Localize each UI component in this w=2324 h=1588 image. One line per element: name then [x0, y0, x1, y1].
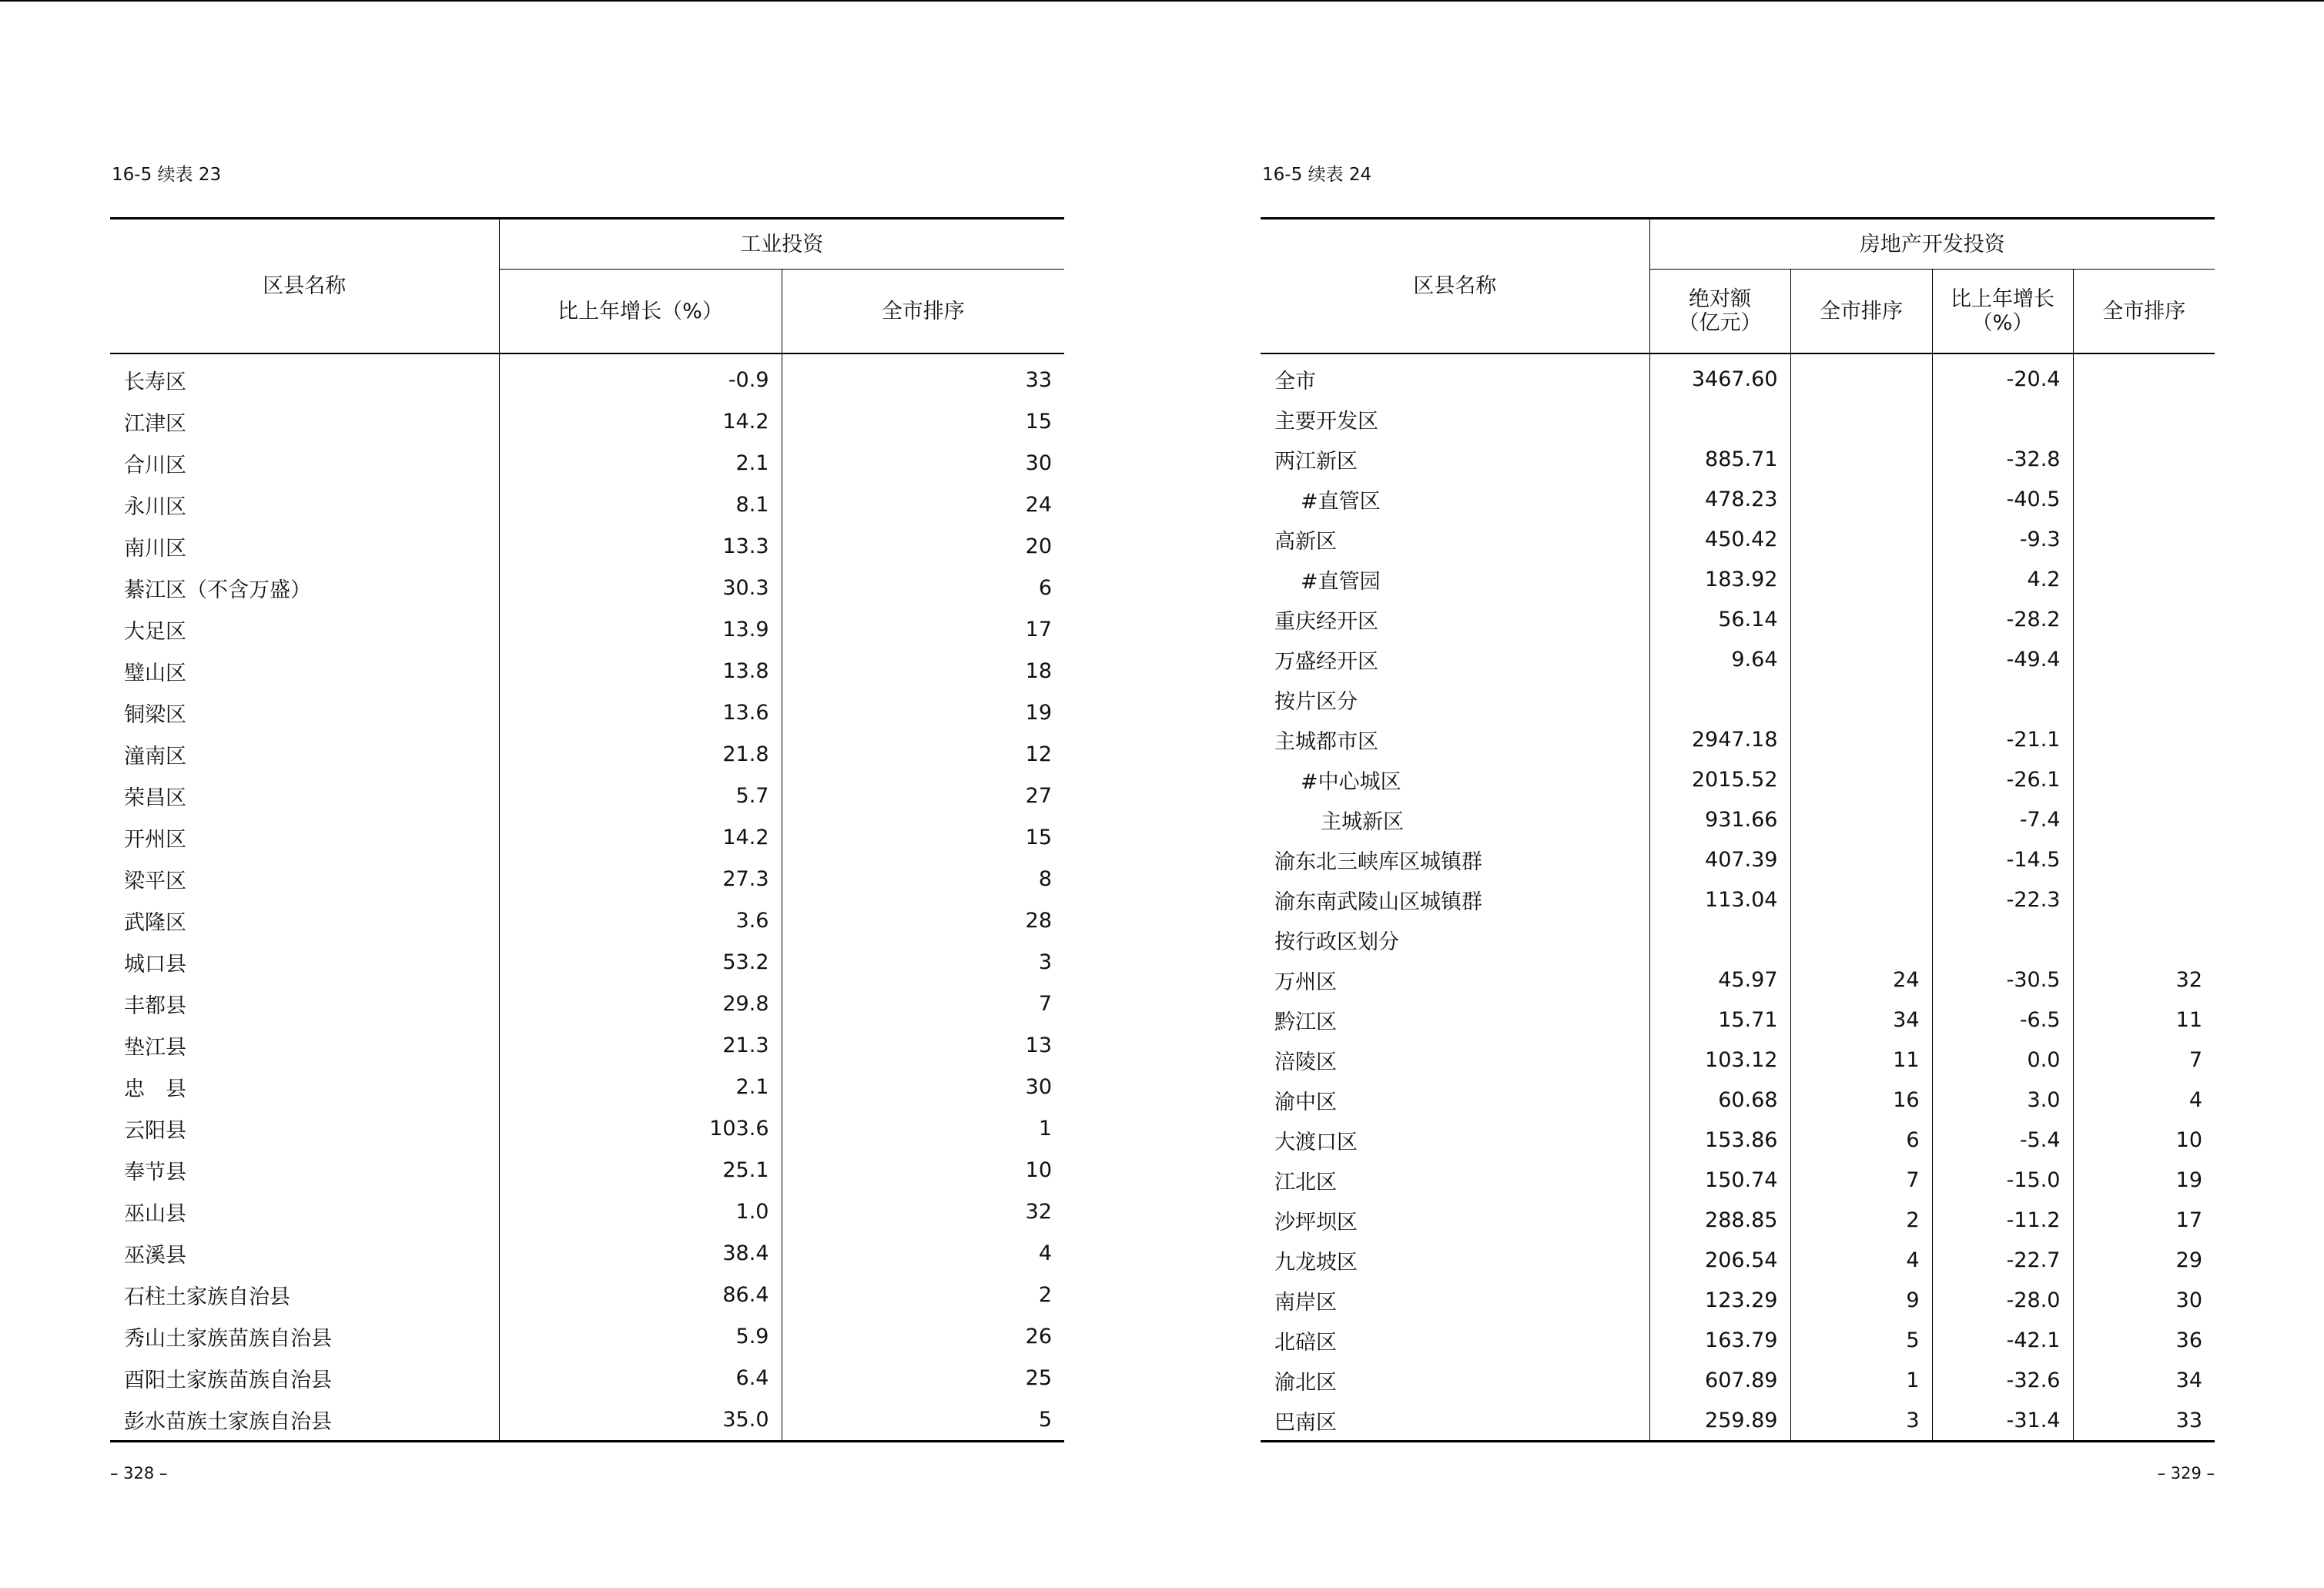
table-row	[1261, 519, 2215, 559]
growth-rank-value	[2073, 920, 2215, 960]
amount-rank-value: 24	[1790, 960, 1932, 1000]
amount-rank-value: 4	[1790, 1240, 1932, 1280]
district-name: 万盛经开区	[1274, 649, 1378, 674]
table-row	[110, 733, 1064, 775]
table-row	[110, 983, 1064, 1024]
growth-rate-value: -21.1	[1932, 719, 2073, 759]
district-name: 云阳县	[124, 1118, 186, 1143]
growth-rate-value: 13.3	[499, 525, 782, 567]
table-row	[110, 353, 1064, 400]
table-row	[1261, 1080, 2215, 1120]
growth-rate-value: -32.8	[1932, 439, 2073, 479]
amount-rank-value	[1790, 639, 1932, 679]
growth-rate-value: 2.1	[499, 442, 782, 484]
district-name: 按片区分	[1274, 689, 1358, 714]
city-rank-value: 27	[782, 775, 1064, 816]
district-name: 璧山区	[124, 661, 186, 685]
absolute-amount-value: 478.23	[1649, 479, 1790, 519]
header-growth-rate: 比上年增长（%）	[499, 270, 782, 354]
district-name: 梁平区	[124, 869, 186, 893]
growth-rate-value: -32.6	[1932, 1360, 2073, 1400]
table-row	[1261, 719, 2215, 759]
absolute-amount-value: 2015.52	[1649, 759, 1790, 799]
table-row	[1261, 879, 2215, 920]
amount-rank-value: 11	[1790, 1040, 1932, 1080]
district-name: 大足区	[124, 619, 186, 644]
table-row	[1261, 960, 2215, 1000]
table-row	[110, 400, 1064, 442]
district-name: 城口县	[124, 952, 186, 977]
table-row	[110, 525, 1064, 567]
header-city-rank: 全市排序	[782, 270, 1064, 354]
growth-rate-value: -28.0	[1932, 1280, 2073, 1320]
absolute-amount-value: 15.71	[1649, 1000, 1790, 1040]
growth-rank-value	[2073, 559, 2215, 599]
growth-rank-value	[2073, 719, 2215, 759]
district-name: 巫山县	[124, 1201, 186, 1226]
table-row	[1261, 1160, 2215, 1200]
growth-rate-value: 13.6	[499, 692, 782, 733]
city-rank-value: 32	[782, 1191, 1064, 1232]
growth-rate-value: 21.8	[499, 733, 782, 775]
table-row	[1261, 1200, 2215, 1240]
table-row	[110, 900, 1064, 941]
growth-rank-value	[2073, 599, 2215, 639]
growth-rank-value	[2073, 399, 2215, 439]
growth-rate-value: 8.1	[499, 484, 782, 525]
district-name: 江北区	[1274, 1170, 1337, 1194]
district-name: 渝中区	[1274, 1090, 1337, 1114]
amount-rank-value: 5	[1790, 1320, 1932, 1360]
district-name: 合川区	[124, 453, 186, 477]
district-name: 长寿区	[124, 370, 186, 394]
header-real-estate-investment: 房地产开发投资	[1649, 219, 2215, 270]
table-row	[1261, 1400, 2215, 1442]
district-name: 石柱土家族自治县	[124, 1285, 290, 1309]
table-row	[110, 1274, 1064, 1315]
growth-rank-value	[2073, 839, 2215, 879]
table-row	[110, 775, 1064, 816]
growth-rate-value: 30.3	[499, 567, 782, 608]
growth-rate-value: 27.3	[499, 858, 782, 900]
industrial-investment-table	[110, 217, 1064, 1442]
district-name: 主城新区	[1321, 809, 1404, 834]
city-rank-value: 1	[782, 1107, 1064, 1149]
district-name: 黔江区	[1274, 1010, 1337, 1034]
table-row	[1261, 439, 2215, 479]
absolute-amount-value: 153.86	[1649, 1120, 1790, 1160]
city-rank-value: 20	[782, 525, 1064, 567]
growth-rate-value: -9.3	[1932, 519, 2073, 559]
header-growth-rate	[1932, 270, 2073, 354]
table-row	[1261, 559, 2215, 599]
district-name: 巫溪县	[124, 1243, 186, 1268]
table-row	[110, 692, 1064, 733]
growth-rank-value	[2073, 519, 2215, 559]
header-growth-rank: 全市排序	[2073, 270, 2215, 354]
district-name: 渝北区	[1274, 1370, 1337, 1395]
absolute-amount-value: 2947.18	[1649, 719, 1790, 759]
amount-rank-value: 34	[1790, 1000, 1932, 1040]
district-name: 奉节县	[124, 1160, 186, 1184]
district-name: 永川区	[124, 494, 186, 519]
district-name: #中心城区	[1301, 769, 1401, 794]
table-row	[1261, 1280, 2215, 1320]
growth-rank-value	[2073, 639, 2215, 679]
table-row	[1261, 1000, 2215, 1040]
city-rank-value: 18	[782, 650, 1064, 692]
growth-rate-value: 13.8	[499, 650, 782, 692]
table-row	[110, 1107, 1064, 1149]
growth-rate-value: -15.0	[1932, 1160, 2073, 1200]
growth-rank-value	[2073, 879, 2215, 920]
district-name: 高新区	[1274, 529, 1337, 554]
district-name: 两江新区	[1274, 449, 1358, 474]
growth-rate-value: 103.6	[499, 1107, 782, 1149]
growth-rank-value	[2073, 759, 2215, 799]
amount-rank-value	[1790, 599, 1932, 639]
right-page-number: – 329 –	[2157, 1464, 2215, 1482]
district-name: 北碚区	[1274, 1330, 1337, 1355]
district-name: 荣昌区	[124, 786, 186, 810]
growth-rate-value	[1932, 679, 2073, 719]
amount-rank-value	[1790, 439, 1932, 479]
district-name: #直管园	[1301, 569, 1381, 594]
amount-rank-value	[1790, 399, 1932, 439]
table-row	[110, 816, 1064, 858]
city-rank-value: 13	[782, 1024, 1064, 1066]
city-rank-value: 8	[782, 858, 1064, 900]
absolute-amount-value: 9.64	[1649, 639, 1790, 679]
table-row	[110, 442, 1064, 484]
growth-rank-value	[2073, 679, 2215, 719]
table-row	[1261, 1320, 2215, 1360]
district-name: 大渡口区	[1274, 1130, 1358, 1154]
growth-rate-value: 5.9	[499, 1315, 782, 1357]
growth-rate-value	[1932, 399, 2073, 439]
district-name: 主城都市区	[1274, 729, 1378, 754]
growth-rate-value: 3.6	[499, 900, 782, 941]
city-rank-value: 26	[782, 1315, 1064, 1357]
table-row	[1261, 1360, 2215, 1400]
growth-rank-value	[2073, 439, 2215, 479]
growth-rate-value: 29.8	[499, 983, 782, 1024]
district-name: 九龙坡区	[1274, 1250, 1358, 1275]
table-row	[1261, 399, 2215, 439]
growth-rate-value: -14.5	[1932, 839, 2073, 879]
absolute-amount-value: 407.39	[1649, 839, 1790, 879]
growth-rank-value: 7	[2073, 1040, 2215, 1080]
district-name: 秀山土家族苗族自治县	[124, 1326, 332, 1351]
growth-rate-value: 3.0	[1932, 1080, 2073, 1120]
table-row	[1261, 799, 2215, 839]
amount-rank-value	[1790, 759, 1932, 799]
amount-rank-value: 7	[1790, 1160, 1932, 1200]
district-name: 主要开发区	[1274, 409, 1378, 434]
table-row	[110, 1232, 1064, 1274]
table-row	[110, 1066, 1064, 1107]
table-row	[1261, 353, 2215, 399]
district-name: 渝东南武陵山区城镇群	[1274, 889, 1482, 914]
city-rank-value: 7	[782, 983, 1064, 1024]
header-district-name: 区县名称	[1261, 219, 1649, 354]
table-row	[110, 608, 1064, 650]
growth-rate-value: -26.1	[1932, 759, 2073, 799]
absolute-amount-value	[1649, 920, 1790, 960]
header-absolute-amount-line1: 绝对额	[1689, 287, 1751, 311]
growth-rate-value: 38.4	[499, 1232, 782, 1274]
city-rank-value: 19	[782, 692, 1064, 733]
growth-rate-value: 13.9	[499, 608, 782, 650]
table-row	[1261, 639, 2215, 679]
amount-rank-value	[1790, 799, 1932, 839]
district-name: 全市	[1274, 369, 1316, 394]
absolute-amount-value: 103.12	[1649, 1040, 1790, 1080]
district-name: 渝东北三峡库区城镇群	[1274, 849, 1482, 874]
growth-rank-value: 29	[2073, 1240, 2215, 1280]
left-page-number: – 328 –	[110, 1464, 168, 1482]
table-row	[1261, 1040, 2215, 1080]
district-name: 綦江区（不含万盛）	[124, 578, 311, 602]
growth-rank-value: 32	[2073, 960, 2215, 1000]
growth-rate-value: 35.0	[499, 1399, 782, 1442]
district-name: 忠 县	[124, 1077, 186, 1101]
amount-rank-value	[1790, 519, 1932, 559]
growth-rate-value: -28.2	[1932, 599, 2073, 639]
growth-rate-value: -0.9	[499, 353, 782, 400]
table-row	[1261, 1240, 2215, 1280]
right-table-body	[1261, 353, 2215, 1442]
growth-rate-value: 21.3	[499, 1024, 782, 1066]
absolute-amount-value: 885.71	[1649, 439, 1790, 479]
table-row	[1261, 599, 2215, 639]
table-row	[110, 1024, 1064, 1066]
header-growth-rate-line2: （%）	[1971, 311, 2034, 335]
growth-rate-value: -30.5	[1932, 960, 2073, 1000]
table-row	[110, 484, 1064, 525]
growth-rank-value: 10	[2073, 1120, 2215, 1160]
growth-rate-value: 86.4	[499, 1274, 782, 1315]
absolute-amount-value: 163.79	[1649, 1320, 1790, 1360]
growth-rank-value	[2073, 479, 2215, 519]
district-name: 巴南区	[1261, 1400, 1649, 1442]
table-row	[110, 1357, 1064, 1399]
district-name: 开州区	[124, 827, 186, 852]
district-name: 按行政区划分	[1274, 930, 1399, 954]
absolute-amount-value: 113.04	[1649, 879, 1790, 920]
absolute-amount-value: 931.66	[1649, 799, 1790, 839]
city-rank-value: 28	[782, 900, 1064, 941]
district-name: 彭水苗族土家族自治县	[110, 1399, 499, 1442]
city-rank-value: 17	[782, 608, 1064, 650]
district-name: #直管区	[1301, 489, 1381, 514]
district-name: 万州区	[1274, 970, 1337, 994]
top-border-line	[0, 0, 2324, 2]
amount-rank-value	[1790, 479, 1932, 519]
district-name: 南川区	[124, 536, 186, 561]
header-industrial-investment: 工业投资	[499, 219, 1064, 270]
growth-rate-value: -7.4	[1932, 799, 2073, 839]
district-name: 酉阳土家族苗族自治县	[124, 1368, 332, 1392]
growth-rank-value: 19	[2073, 1160, 2215, 1200]
growth-rate-value: 25.1	[499, 1149, 782, 1191]
city-rank-value: 12	[782, 733, 1064, 775]
amount-rank-value: 16	[1790, 1080, 1932, 1120]
table-row	[1261, 839, 2215, 879]
absolute-amount-value	[1649, 399, 1790, 439]
absolute-amount-value	[1649, 679, 1790, 719]
table-row	[110, 1149, 1064, 1191]
city-rank-value: 30	[782, 1066, 1064, 1107]
growth-rate-value: -5.4	[1932, 1120, 2073, 1160]
amount-rank-value: 2	[1790, 1200, 1932, 1240]
growth-rate-value: -20.4	[1932, 353, 2073, 399]
absolute-amount-value: 450.42	[1649, 519, 1790, 559]
growth-rate-value: 14.2	[499, 816, 782, 858]
header-amount-rank: 全市排序	[1790, 270, 1932, 354]
growth-rank-value: 33	[2073, 1400, 2215, 1442]
growth-rate-value	[1932, 920, 2073, 960]
table-row	[110, 650, 1064, 692]
growth-rank-value: 4	[2073, 1080, 2215, 1120]
growth-rank-value: 17	[2073, 1200, 2215, 1240]
growth-rate-value: -40.5	[1932, 479, 2073, 519]
city-rank-value: 5	[782, 1399, 1064, 1442]
growth-rate-value: -49.4	[1932, 639, 2073, 679]
amount-rank-value	[1790, 559, 1932, 599]
right-table-title: 16-5 续表 24	[1262, 165, 1372, 185]
district-name: 重庆经开区	[1274, 609, 1378, 634]
table-row	[1261, 759, 2215, 799]
growth-rank-value	[2073, 353, 2215, 399]
district-name: 丰都县	[124, 993, 186, 1018]
growth-rate-value: -42.1	[1932, 1320, 2073, 1360]
table-row	[1261, 920, 2215, 960]
amount-rank-value: 1	[1790, 1360, 1932, 1400]
city-rank-value: 24	[782, 484, 1064, 525]
growth-rate-value: 0.0	[1932, 1040, 2073, 1080]
header-district-name: 区县名称	[110, 219, 499, 354]
growth-rate-value: -22.3	[1932, 879, 2073, 920]
growth-rate-value: -22.7	[1932, 1240, 2073, 1280]
district-name: 江津区	[124, 411, 186, 436]
table-row	[110, 1315, 1064, 1357]
growth-rate-value: -6.5	[1932, 1000, 2073, 1040]
district-name: 涪陵区	[1274, 1050, 1337, 1074]
growth-rate-value: 53.2	[499, 941, 782, 983]
city-rank-value: 33	[782, 353, 1064, 400]
growth-rank-value: 36	[2073, 1320, 2215, 1360]
city-rank-value: 30	[782, 442, 1064, 484]
left-table-title: 16-5 续表 23	[112, 165, 222, 185]
absolute-amount-value: 123.29	[1649, 1280, 1790, 1320]
growth-rate-value: 2.1	[499, 1066, 782, 1107]
city-rank-value: 25	[782, 1357, 1064, 1399]
amount-rank-value	[1790, 719, 1932, 759]
header-growth-rate-line1: 比上年增长	[1951, 287, 2054, 311]
district-name: 沙坪坝区	[1274, 1210, 1358, 1235]
amount-rank-value	[1790, 353, 1932, 399]
district-name: 垫江县	[124, 1035, 186, 1060]
absolute-amount-value: 607.89	[1649, 1360, 1790, 1400]
absolute-amount-value: 45.97	[1649, 960, 1790, 1000]
left-table-body	[110, 353, 1064, 1442]
district-name: 潼南区	[124, 744, 186, 769]
city-rank-value: 3	[782, 941, 1064, 983]
absolute-amount-value: 259.89	[1649, 1400, 1790, 1442]
table-row	[1261, 679, 2215, 719]
table-row	[110, 1399, 1064, 1442]
header-absolute-amount	[1649, 270, 1790, 354]
growth-rank-value: 30	[2073, 1280, 2215, 1320]
city-rank-value: 15	[782, 400, 1064, 442]
amount-rank-value	[1790, 839, 1932, 879]
city-rank-value: 6	[782, 567, 1064, 608]
absolute-amount-value: 150.74	[1649, 1160, 1790, 1200]
absolute-amount-value: 206.54	[1649, 1240, 1790, 1280]
growth-rate-value: 14.2	[499, 400, 782, 442]
amount-rank-value	[1790, 920, 1932, 960]
amount-rank-value: 6	[1790, 1120, 1932, 1160]
growth-rate-value: 4.2	[1932, 559, 2073, 599]
growth-rate-value: -31.4	[1932, 1400, 2073, 1442]
growth-rate-value: 6.4	[499, 1357, 782, 1399]
city-rank-value: 2	[782, 1274, 1064, 1315]
table-row	[110, 858, 1064, 900]
growth-rank-value: 34	[2073, 1360, 2215, 1400]
absolute-amount-value: 288.85	[1649, 1200, 1790, 1240]
table-row	[110, 567, 1064, 608]
growth-rate-value: 1.0	[499, 1191, 782, 1232]
district-name: 武隆区	[124, 910, 186, 935]
growth-rate-value: -11.2	[1932, 1200, 2073, 1240]
district-name: 铜梁区	[124, 702, 186, 727]
amount-rank-value: 3	[1790, 1400, 1932, 1442]
amount-rank-value	[1790, 879, 1932, 920]
table-row	[1261, 479, 2215, 519]
amount-rank-value	[1790, 679, 1932, 719]
table-row	[110, 1191, 1064, 1232]
city-rank-value: 15	[782, 816, 1064, 858]
district-name: 南岸区	[1274, 1290, 1337, 1315]
absolute-amount-value: 183.92	[1649, 559, 1790, 599]
amount-rank-value: 9	[1790, 1280, 1932, 1320]
absolute-amount-value: 3467.60	[1649, 353, 1790, 399]
header-absolute-amount-line2: （亿元）	[1678, 311, 1762, 335]
table-row	[110, 941, 1064, 983]
growth-rank-value	[2073, 799, 2215, 839]
real-estate-investment-table	[1261, 217, 2215, 1442]
absolute-amount-value: 60.68	[1649, 1080, 1790, 1120]
growth-rate-value: 5.7	[499, 775, 782, 816]
city-rank-value: 10	[782, 1149, 1064, 1191]
city-rank-value: 4	[782, 1232, 1064, 1274]
growth-rank-value: 11	[2073, 1000, 2215, 1040]
table-row	[1261, 1120, 2215, 1160]
absolute-amount-value: 56.14	[1649, 599, 1790, 639]
